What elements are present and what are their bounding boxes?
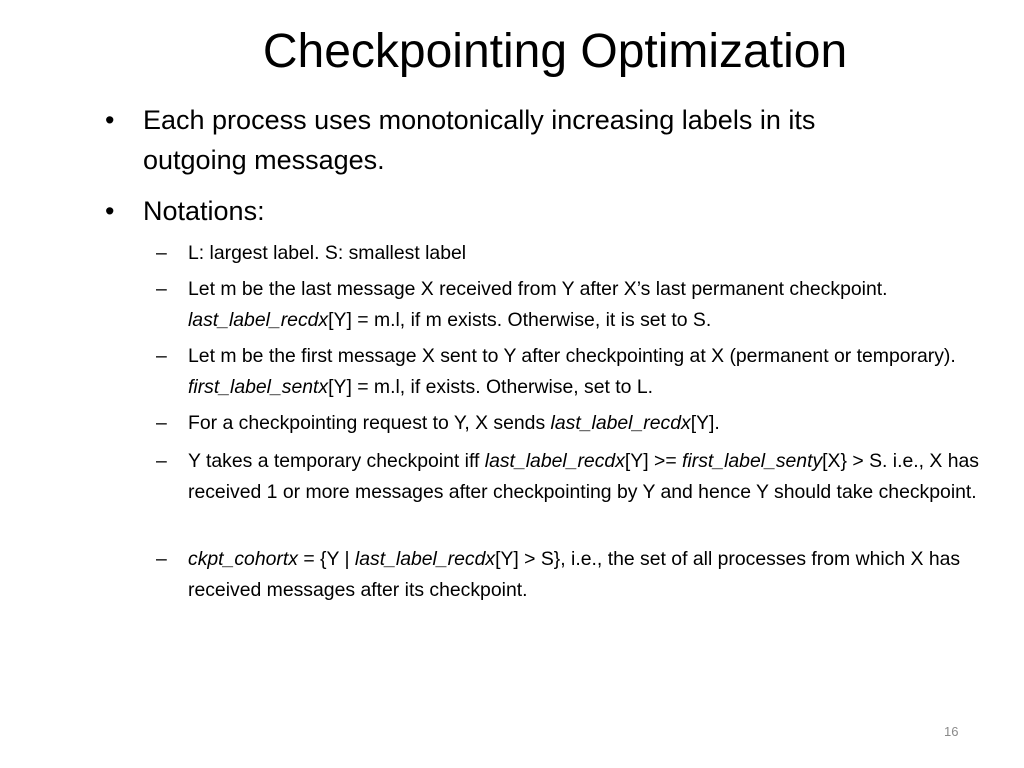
sub-bullet-item bbox=[156, 544, 1000, 606]
sub-bullet-text: [X} > S. i.e., X has received 1 or more messages after checkpointing by Y and hence Y should take checkpoint. bbox=[188, 450, 985, 503]
variable-text: first_label_sentx bbox=[188, 376, 329, 398]
bullet-item bbox=[105, 100, 923, 180]
sub-bullet-item bbox=[156, 238, 1000, 269]
sub-bullet-text: Let m be the last message X received from Y after X’s last permanent checkpoint. bbox=[188, 278, 893, 300]
sub-bullet-text: [Y] >= bbox=[624, 450, 683, 472]
variable-text: last_label_recdx bbox=[550, 412, 691, 434]
variable-text: last_label_recdx bbox=[188, 309, 329, 331]
sub-bullet-item bbox=[156, 341, 1000, 403]
dash-bullet-icon: – bbox=[156, 278, 167, 300]
dash-bullet-icon: – bbox=[156, 345, 167, 367]
sub-bullet-text: [Y] > S}, i.e., the set of all processes from which X has received messages after its checkpoint. bbox=[188, 548, 966, 601]
bullet-text: Each process uses monotonically increasing labels in its outgoing messages. bbox=[143, 105, 823, 175]
bullet-dot-icon: • bbox=[105, 105, 115, 135]
sub-bullet-item bbox=[156, 274, 1000, 336]
sub-bullet-item bbox=[156, 408, 1000, 439]
bullet-dot-icon: • bbox=[105, 196, 115, 226]
dash-bullet-icon: – bbox=[156, 412, 167, 434]
sub-bullet-text: [Y] = m.l, if m exists. Otherwise, it is set to S. bbox=[328, 309, 712, 331]
variable-text: last_label_recdx bbox=[354, 548, 496, 570]
bullet-text: Notations: bbox=[143, 196, 265, 226]
sub-bullet-item bbox=[156, 446, 1000, 508]
dash-bullet-icon: – bbox=[156, 548, 167, 570]
sub-bullet-text: Y takes a temporary checkpoint iff bbox=[188, 450, 485, 472]
variable-text: first_label_senty bbox=[682, 450, 823, 472]
dash-bullet-icon: – bbox=[156, 242, 167, 264]
page-number: 16 bbox=[944, 724, 959, 739]
sub-bullet-text: [Y]. bbox=[690, 412, 720, 434]
sub-bullet-text: For a checkpointing request to Y, X sends bbox=[188, 412, 551, 434]
sub-bullet-text: [Y] = m.l, if exists. Otherwise, set to L. bbox=[328, 376, 654, 398]
sub-bullet-text: Let m be the first message X sent to Y after checkpointing at X (permanent or temporary). bbox=[188, 345, 962, 367]
variable-text: last_label_recdx bbox=[484, 450, 625, 472]
bullet-item bbox=[105, 191, 923, 231]
dash-bullet-icon: – bbox=[156, 450, 167, 472]
variable-text: ckpt_cohortx bbox=[188, 548, 298, 570]
sub-bullet-text: L: largest label. S: smallest label bbox=[188, 242, 467, 264]
slide-title: Checkpointing Optimization bbox=[262, 25, 848, 78]
sub-bullet-text: = {Y | bbox=[297, 548, 355, 570]
